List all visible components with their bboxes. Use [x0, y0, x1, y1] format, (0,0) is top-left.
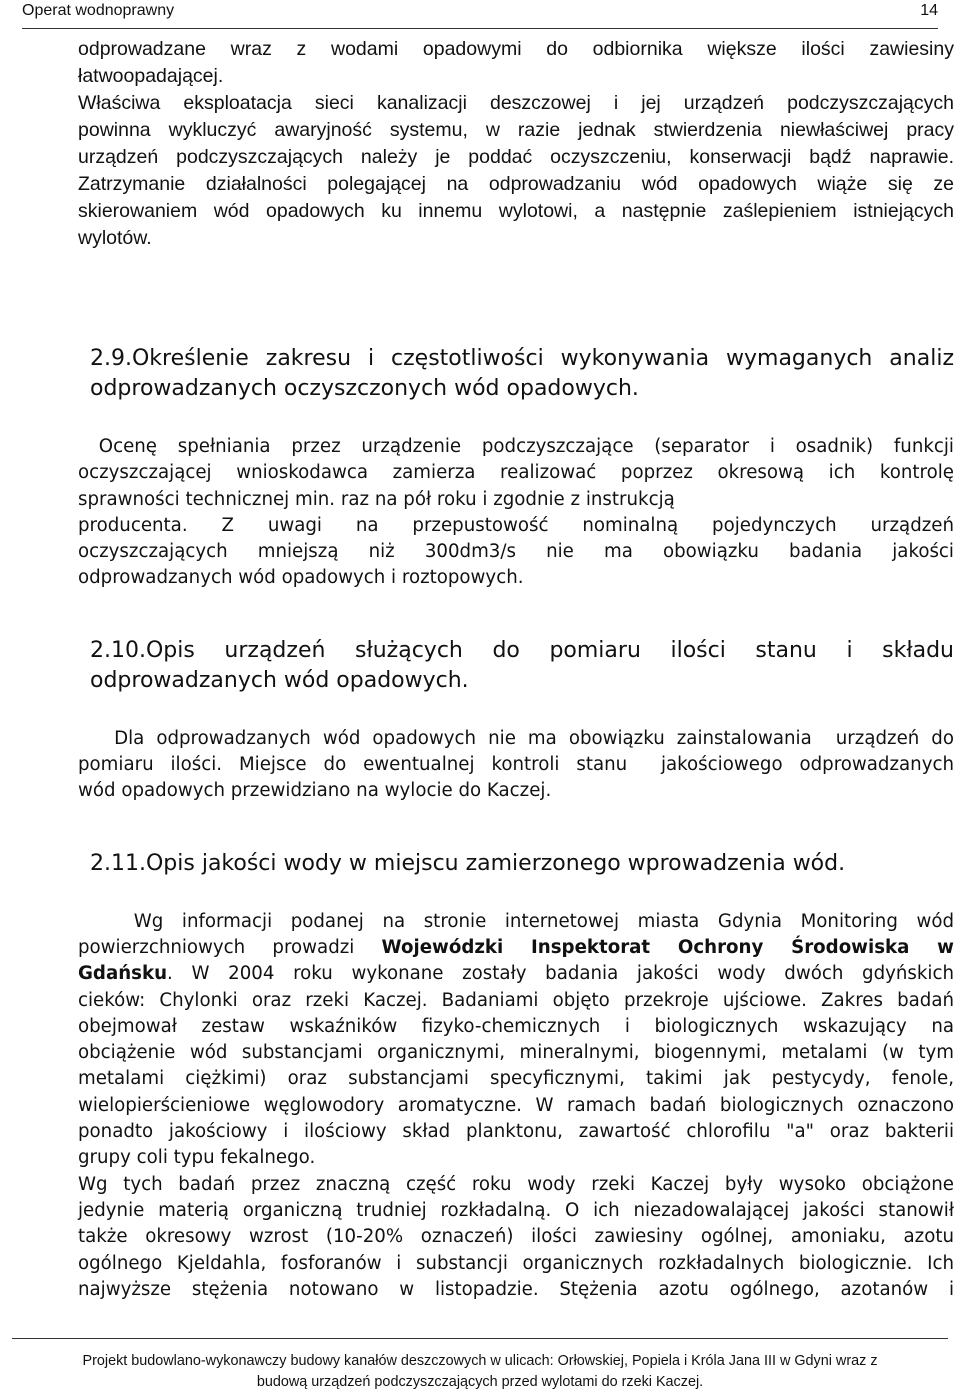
text-line: Dla odprowadzanych wód opadowych nie ma obowiązku zainstalowania urządzeń do [78, 727, 954, 749]
text-line: ponadto jakościowy i ilościowy skład planktonu, zawartość chlorofilu "a" oraz bakterii [78, 1121, 954, 1143]
text-line: Ocenę spełniania przez urządzenie podczyszczające (separator i osadnik) funkcji [78, 436, 954, 457]
text-line: wód opadowych przewidziano na wylocie do Kaczej. [78, 780, 552, 802]
section-2-11-paragraph [78, 909, 954, 1303]
text-line: Wg tych badań przez znaczną część roku wody rzeki Kaczej były wysoko obciążone [78, 1173, 954, 1195]
institution-name: Wojewódzki Inspektorat Ochrony Środowiska w [381, 936, 954, 958]
text-line: Wg informacji podanej na stronie internetowej miasta Gdynia Monitoring wód [78, 910, 954, 932]
text-line: skierowaniem wód opadowych ku innemu wylotowi, a następnie zaślepieniem istniejących [78, 200, 954, 222]
text-line: obejmował zestaw wskaźników fizyko-chemicznych i biologicznych wskazujący na [78, 1015, 954, 1037]
section-heading-2-10 [78, 636, 954, 696]
text-fragment: . W 2004 roku wykonane zostały badania jakości wody dwóch gdyńskich [167, 963, 954, 985]
page-header [22, 0, 938, 29]
section-2-10-paragraph [78, 726, 954, 805]
text-line: grupy coli typu fekalnego. [78, 1147, 316, 1169]
page-number: 14 [920, 2, 938, 19]
text-line: obciążenie wód substancjami organicznymi, mineralnymi, biogennymi, metalami (w tym [78, 1042, 954, 1064]
section-heading-2-11 [78, 849, 954, 879]
text-line: producenta. Z uwagi na przepustowość nominalną pojedynczych urządzeń [78, 514, 954, 536]
text-line: Zatrzymanie działalności polegającej na odprowadzaniu wód opadowych wiąże się ze [78, 173, 954, 195]
text-line: pomiaru ilości. Miejsce do ewentualnej kontroli stanu jakościowego odprowadzanych [78, 754, 954, 776]
heading-line: odprowadzanych wód opadowych. [90, 667, 469, 693]
text-line: oczyszczającej wnioskodawca zamierza realizować poprzez okresową ich kontrolę [78, 462, 954, 484]
text-line: metalami ciężkimi) oraz substancjami specyficznymi, takimi jak pestycydy, fenole, [78, 1068, 954, 1090]
text-line: sprawności technicznej min. raz na pół roku i zgodnie z instrukcją [78, 488, 675, 510]
text-line: Właściwa eksploatacja sieci kanalizacji deszczowej i jej urządzeń podczyszczających [78, 92, 954, 114]
text-line: najwyższe stężenia notowano w listopadzie. Stężenia azotu ogólnego, azotanów i [78, 1278, 954, 1300]
text-line: także okresowy wzrost (10-20% oznaczeń) ilości zawiesiny ogólnej, amoniaku, azotu [78, 1226, 954, 1248]
footer-line: Projekt budowlano-wykonawczy budowy kanałów deszczowych w ulicach: Orłowskiej, Popiela i Króla Jana III w Gdyni wraz z [82, 1353, 878, 1369]
text-line: odprowadzanych wód opadowych i roztopowych. [78, 567, 524, 589]
text-line: powinna wykluczyć awaryjność systemu, w razie jednak stwierdzenia niewłaściwej pracy [78, 119, 954, 141]
page-content [78, 36, 954, 1303]
text-line: jedynie materią organiczną trudniej rozkładalną. O ich niezadowalającej jakości stanowił [78, 1199, 954, 1221]
section-2-9-paragraph [78, 434, 954, 592]
text-line [78, 961, 954, 987]
document-title: Operat wodnoprawny [22, 2, 175, 19]
text-line: łatwoopadającej. [78, 65, 224, 87]
text-line: oczyszczających mniejszą niż 300dm3/s nie ma obowiązku badania jakości [78, 541, 954, 563]
text-line [78, 935, 954, 961]
text-line: wielopierścieniowe węglowodory aromatyczne. W ramach badań biologicznych oznaczono [78, 1094, 954, 1116]
text-line: ogólnego Kjeldahla, fosforanów i substancji organicznych rozkładalnych biologicznie. Ich [78, 1252, 954, 1274]
text-line: wylotów. [78, 227, 152, 249]
page-footer [12, 1338, 948, 1393]
text-line: cieków: Chylonki oraz rzeki Kaczej. Badaniami objęto przekroje ujściowe. Zakres badań [78, 989, 954, 1011]
heading-line: 2.9.Określenie zakresu i częstotliwości wykonywania wymaganych analiz [90, 346, 954, 371]
heading-line: odprowadzanych oczyszczonych wód opadowych. [90, 376, 639, 401]
text-fragment: powierzchniowych prowadzi [78, 936, 382, 958]
footer-line: budową urządzeń podczyszczających przed wylotami do rzeki Kaczej. [256, 1374, 704, 1390]
text-line: urządzeń podczyszczających należy je poddać oczyszczeniu, konserwacji bądź naprawie. [78, 146, 954, 168]
heading-line: 2.11.Opis jakości wody w miejscu zamierzonego wprowadzenia wód. [90, 850, 846, 876]
institution-name-city: Gdańsku [78, 963, 168, 985]
text-line: odprowadzane wraz z wodami opadowymi do odbiornika większe ilości zawiesiny [78, 38, 954, 60]
intro-paragraph [78, 36, 954, 252]
section-heading-2-9 [78, 344, 954, 404]
heading-line: 2.10.Opis urządzeń służących do pomiaru ilości stanu i składu [90, 637, 954, 663]
